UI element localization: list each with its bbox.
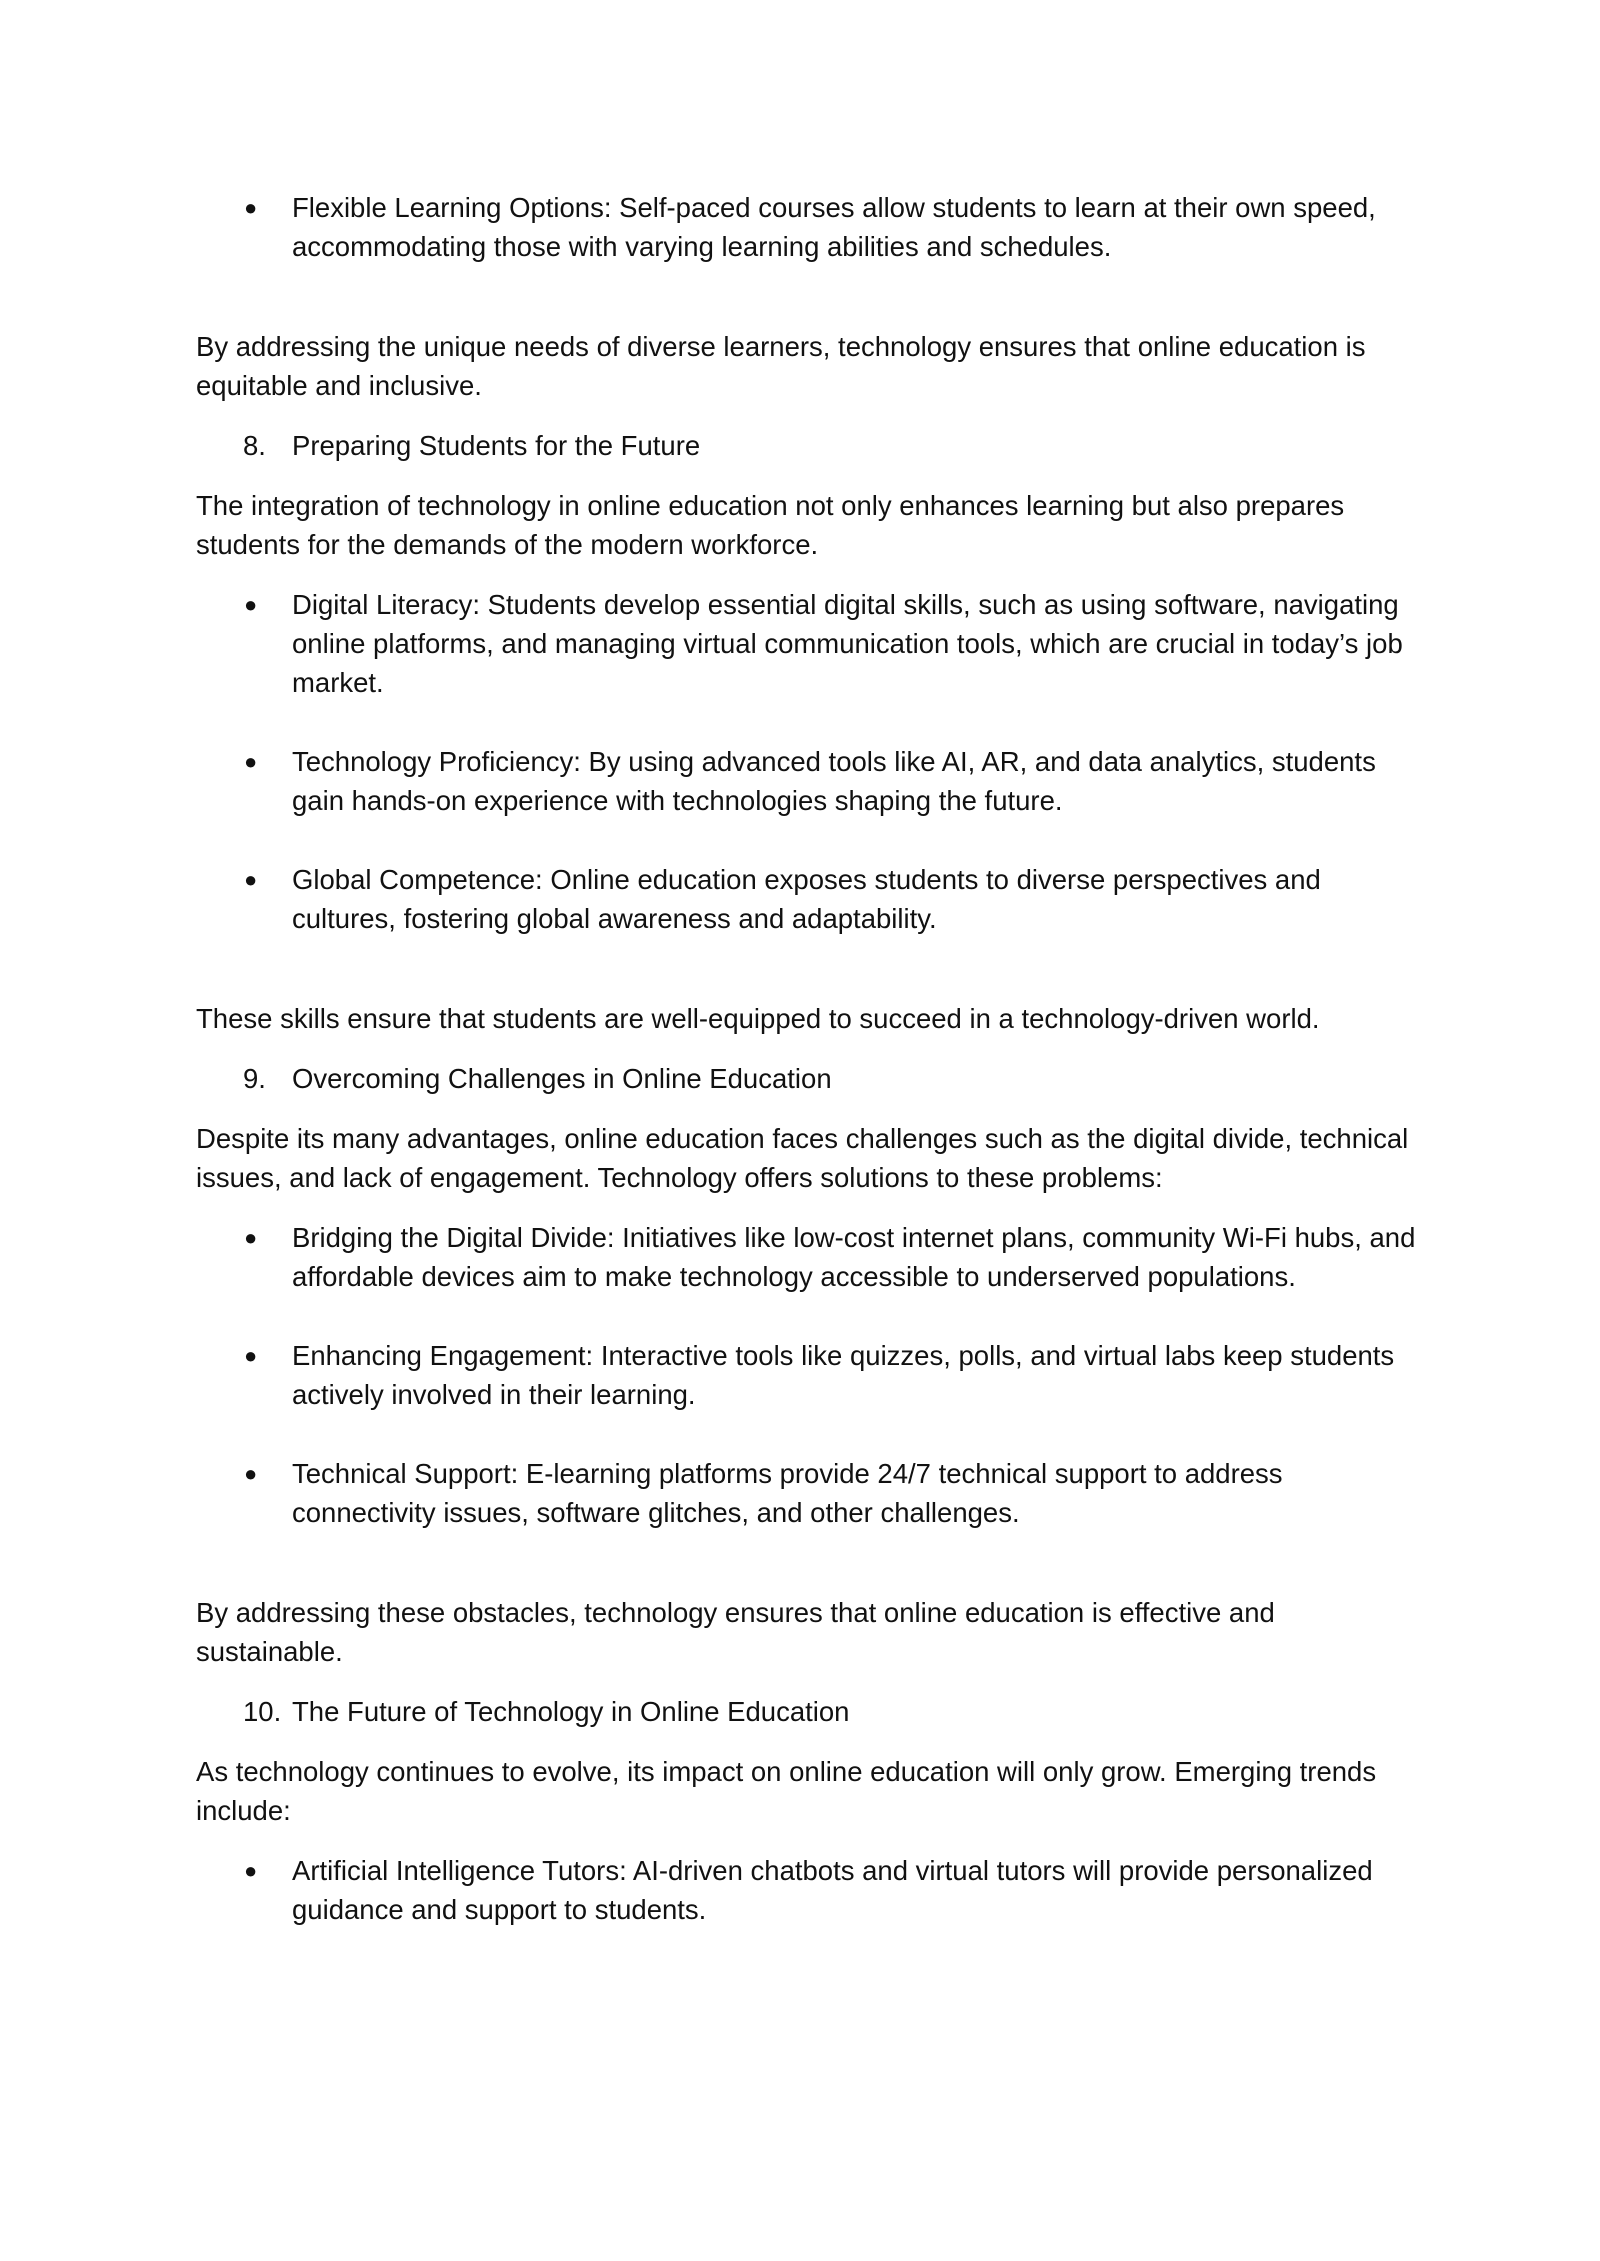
bullet-text: Global Competence: Online education exposes students to diverse perspectives and cultures, fostering global awareness and adaptability. bbox=[292, 864, 1321, 934]
bullet-ai-tutors bbox=[196, 1851, 1428, 1929]
section-heading-9 bbox=[196, 1059, 1428, 1098]
bullet-dot-icon: ● bbox=[244, 1461, 258, 1486]
bullet-list-flexible bbox=[196, 188, 1428, 266]
section-number: 9. bbox=[243, 1063, 266, 1094]
paragraph-addressing-obstacles: By addressing these obstacles, technology ensures that online education is effective and sustainable. bbox=[196, 1597, 1275, 1667]
bullet-dot-icon: ● bbox=[244, 592, 258, 617]
paragraph-despite-advantages: Despite its many advantages, online education faces challenges such as the digital divide, technical issues, and lack of engagement. Technology offers solutions to these problems: bbox=[196, 1123, 1409, 1193]
section-heading-8 bbox=[196, 426, 1428, 465]
bullet-list-future-skills bbox=[196, 585, 1428, 938]
section-title: Overcoming Challenges in Online Education bbox=[292, 1063, 832, 1094]
section-number: 10. bbox=[243, 1696, 282, 1727]
bullet-dot-icon: ● bbox=[244, 1858, 258, 1883]
bullet-text: Flexible Learning Options: Self-paced courses allow students to learn at their own speed, accommodating those with varying learning abilities and schedules. bbox=[292, 192, 1376, 262]
paragraph-integration: The integration of technology in online education not only enhances learning but also prepares students for the demands of the modern workforce. bbox=[196, 490, 1345, 560]
bullet-text: Technical Support: E-learning platforms provide 24/7 technical support to address connectivity issues, software glitches, and other challenges. bbox=[292, 1458, 1283, 1528]
document-page bbox=[196, 188, 1428, 1929]
bullet-dot-icon: ● bbox=[244, 749, 258, 774]
bullet-list-challenges bbox=[196, 1218, 1428, 1532]
bullet-digital-divide bbox=[196, 1218, 1428, 1296]
bullet-dot-icon: ● bbox=[244, 1225, 258, 1250]
bullet-dot-icon: ● bbox=[244, 1343, 258, 1368]
bullet-digital-literacy bbox=[196, 585, 1428, 702]
paragraph-emerging-trends: As technology continues to evolve, its impact on online education will only grow. Emerging trends include: bbox=[196, 1756, 1377, 1826]
bullet-dot-icon: ● bbox=[244, 195, 258, 220]
bullet-text: Artificial Intelligence Tutors: AI-driven chatbots and virtual tutors will provide personalized guidance and support to students. bbox=[292, 1855, 1373, 1925]
bullet-dot-icon: ● bbox=[244, 867, 258, 892]
bullet-text: Technology Proficiency: By using advanced tools like AI, AR, and data analytics, students gain hands-on experience with technologies shaping the future. bbox=[292, 746, 1376, 816]
bullet-text: Digital Literacy: Students develop essential digital skills, such as using software, navigating online platforms, and managing virtual communication tools, which are crucial in today’s job market. bbox=[292, 589, 1403, 698]
bullet-global-competence bbox=[196, 860, 1428, 938]
bullet-flexible-learning bbox=[196, 188, 1428, 266]
paragraph-diverse-learners: By addressing the unique needs of diverse learners, technology ensures that online education is equitable and inclusive. bbox=[196, 331, 1366, 401]
section-title: The Future of Technology in Online Education bbox=[292, 1696, 850, 1727]
section-heading-10 bbox=[196, 1692, 1428, 1731]
bullet-enhancing-engagement bbox=[196, 1336, 1428, 1414]
section-number: 8. bbox=[243, 430, 266, 461]
bullet-list-future-trends bbox=[196, 1851, 1428, 1929]
bullet-technical-support bbox=[196, 1454, 1428, 1532]
paragraph-skills-ensure: These skills ensure that students are well-equipped to succeed in a technology-driven world. bbox=[196, 1003, 1320, 1034]
bullet-text: Enhancing Engagement: Interactive tools like quizzes, polls, and virtual labs keep students actively involved in their learning. bbox=[292, 1340, 1395, 1410]
bullet-technology-proficiency bbox=[196, 742, 1428, 820]
section-title: Preparing Students for the Future bbox=[292, 430, 701, 461]
bullet-text: Bridging the Digital Divide: Initiatives like low-cost internet plans, community Wi-Fi hubs, and affordable devices aim to make technology accessible to underserved populations. bbox=[292, 1222, 1416, 1292]
